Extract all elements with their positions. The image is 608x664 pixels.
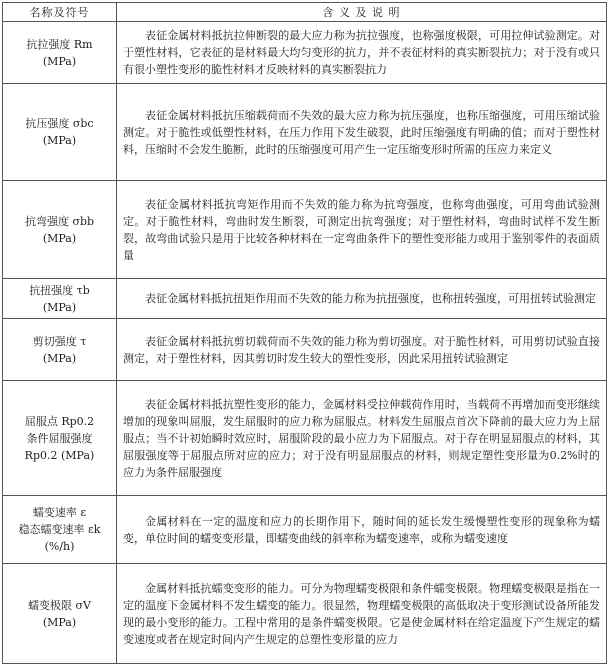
description-text: 表征金属材料抵抗弯矩作用而不失效的能力称为抗弯强度，也称弯曲强度，可用弯曲试验测定。对于脆性材料，弯曲时发生断裂，可测定出抗弯强度；对于塑性材料，弯曲时试样不发生断裂，故弯曲试验只是用于比较各种材料在一定弯曲条件下的塑性变形能力或用于鉴别零件的表面质量 [123, 197, 600, 262]
table-row [3, 496, 607, 564]
name-line: 抗拉强度 Rm [26, 37, 93, 51]
name-line: 屈服点 Rp0.2 [24, 414, 95, 428]
name-line: 抗弯强度 σbb [24, 214, 95, 228]
table-row [3, 564, 607, 664]
row-name-creep-limit [3, 564, 117, 664]
row-name-shear [3, 319, 117, 381]
header-description: 含 义 及 说 明 [117, 3, 607, 22]
row-desc-torsional [117, 279, 607, 319]
description-text: 表征金属材料抵抗塑性变形的能力，金属材料受拉伸载荷作用时，当载荷不再增加而变形继续增加的现象叫屈服，发生屈服时的应力称为屈服点。材料发生屈服点首次下降前的最大应力为上屈服点；当不计初始瞬时效应时，屈服阶段的最小应力为下屈服点。对于存在明显屈服点的材料，其屈服强度等于屈服点所对应的应力；对于没有明显屈服点的材料，则规定塑性变形量为0.2%时的应力为条件屈服强度 [123, 397, 600, 479]
row-desc-bending [117, 181, 607, 279]
name-line: 条件屈服强度 [26, 431, 93, 445]
table-row [3, 279, 607, 319]
description-text: 表征金属材料抵抗压缩载荷而不失效的最大应力称为抗压强度，也称压缩强度，可用压缩试验测定。对于脆性或低塑性材料，在压力作用下发生破裂，此时压缩强度有明确的值；而对于塑性材料，压缩时不会发生脆断，此时的压缩强度可用产生一定压缩变形时所需的压应力来定义 [123, 108, 600, 156]
name-line: (MPa) [42, 300, 77, 314]
row-name-compressive [3, 84, 117, 181]
name-line: (MPa) [42, 231, 77, 245]
row-name-yield [3, 381, 117, 496]
name-line: 抗压强度 σbc [25, 117, 94, 130]
table-row [3, 381, 607, 496]
table-row [3, 84, 607, 181]
properties-table [2, 2, 607, 664]
name-line: 蠕变极限 σV [28, 598, 91, 612]
header-row [3, 3, 607, 22]
row-desc-compressive [117, 84, 607, 181]
row-desc-yield [117, 381, 607, 496]
row-desc-creep-limit [117, 564, 607, 664]
row-name-bending [3, 181, 117, 279]
table-row [3, 319, 607, 381]
table-row [3, 22, 607, 84]
description-text: 金属材料抵抗蠕变变形的能力。可分为物理蠕变极限和条件蠕变极限。物理蠕变极限是指在一定的温度下金属材料不发生蠕变的能力。很显然，物理蠕变极限的高低取决于变形测试设备所能发现的最小变形的能力。工程中常用的是条件蠕变极限。它是使金属材料在给定温度下产生规定的蠕变速度或者在规定时间内产生规定的总塑性变形量的应力 [123, 581, 600, 646]
name-line: 稳态蠕变速率 εk [18, 523, 101, 536]
name-line: (MPa) [42, 351, 77, 365]
name-line: 蠕变速率 ε [32, 506, 87, 519]
name-line: Rp0.2 (MPa) [24, 448, 95, 462]
description-text: 表征金属材料抵抗拉伸断裂的最大应力称为抗拉强度，也称强度极限，可用拉伸试验测定。对于塑性材料，它表征的是材料最大均匀变形的抗力，并不表征材料的真实断裂抗力；对于没有或只有很小塑性变形的脆性材料才反映材料的真实断裂抗力 [123, 29, 600, 76]
header-name: 名称及符号 [3, 3, 117, 22]
row-name-tensile [3, 22, 117, 84]
row-desc-tensile [117, 22, 607, 84]
name-line: (MPa) [42, 54, 77, 68]
description-text: 金属材料在一定的温度和应力的长期作用下，随时间的延长发生缓慢塑性变形的现象称为蠕变，单位时间的蠕变变形量，即蠕变曲线的斜率称为蠕变速率，或称为蠕变速度 [123, 514, 600, 545]
name-line: 抗扭强度 τb [29, 283, 90, 297]
description-text: 表征金属材料抵抗扭矩作用而不失效的能力称为抗扭强度，也称扭转强度，可用扭转试验测定 [145, 292, 596, 305]
row-desc-creep-rate [117, 496, 607, 564]
name-line: (MPa) [42, 134, 77, 147]
name-line: 剪切强度 τ [32, 334, 87, 348]
description-text: 表征金属材料抵抗剪切载荷而不失效的能力称为剪切强度。对于脆性材料，可用剪切试验直接测定，对于塑性材料，因其剪切时发生较大的塑性变形，因此采用扭转试验测定 [123, 334, 600, 365]
row-name-creep-rate [3, 496, 117, 564]
name-line: (%/h) [44, 540, 75, 553]
table-row [3, 181, 607, 279]
row-desc-shear [117, 319, 607, 381]
name-line: (MPa) [42, 615, 77, 629]
row-name-torsional [3, 279, 117, 319]
